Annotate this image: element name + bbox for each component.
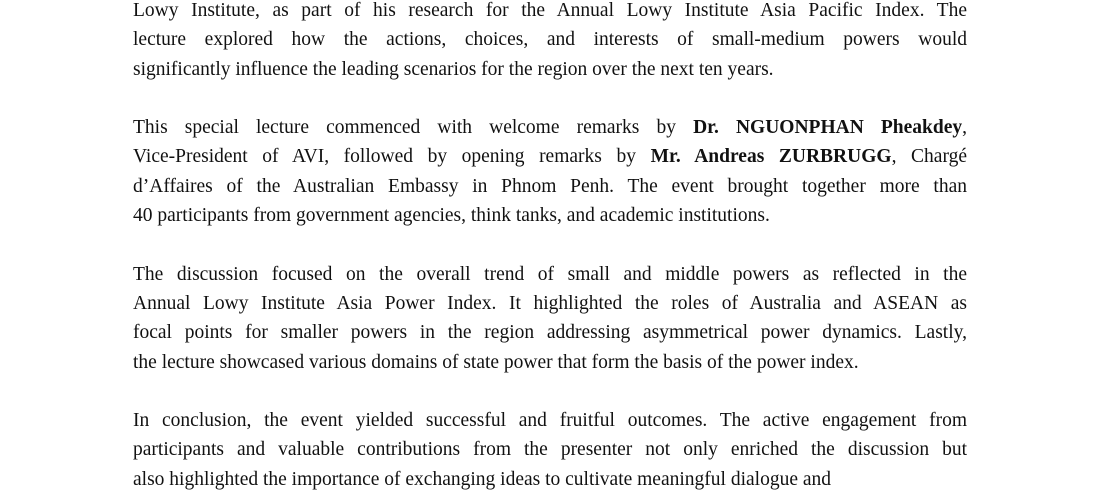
text-line	[133, 289, 967, 318]
text-segment: also highlighted the importance of exchanging ideas to cultivate meaningful dialogue and	[133, 468, 832, 490]
text-line	[133, 142, 967, 171]
text-segment: In conclusion, the event yielded successful and fruitful outcomes. The active engagement from	[133, 410, 967, 432]
text-line	[133, 201, 967, 230]
text-segment: Annual Lowy Institute Asia Power Index. It highlighted the roles of Australia and ASEAN as	[133, 292, 967, 314]
text-line	[133, 55, 967, 84]
paragraph-3	[133, 260, 967, 377]
text-line	[133, 113, 967, 142]
paragraph-2	[133, 113, 967, 230]
text-segment: The discussion focused on the overall trend of small and middle powers as reflected in the	[133, 263, 967, 285]
text-line	[133, 318, 967, 347]
text-line	[133, 172, 967, 201]
text-segment: Lowy Institute, as part of his research for the Annual Lowy Institute Asia Pacific Index. The	[133, 0, 967, 21]
text-segment: lecture explored how the actions, choices, and interests of small-medium powers would	[133, 29, 967, 51]
text-segment: , Chargé	[891, 146, 967, 168]
text-segment: significantly influence the leading scenarios for the region over the next ten years.	[133, 58, 774, 80]
text-line	[133, 0, 967, 25]
text-segment: This special lecture commenced with welcome remarks by	[133, 117, 694, 139]
document-body	[133, 0, 967, 490]
paragraph-4	[133, 406, 967, 490]
text-line	[133, 348, 967, 377]
text-line	[133, 260, 967, 289]
text-segment: d’Affaires of the Australian Embassy in Phnom Penh. The event brought together more than	[133, 175, 967, 197]
text-segment: the lecture showcased various domains of state power that form the basis of the power index.	[133, 351, 859, 373]
text-segment: 40 participants from government agencies, think tanks, and academic institutions.	[133, 205, 770, 227]
text-segment: Vice-President of AVI, followed by opening remarks by	[133, 146, 651, 168]
text-line	[133, 406, 967, 435]
text-segment: participants and valuable contributions from the presenter not only enriched the discussion but	[133, 439, 967, 461]
paragraph-1	[133, 0, 967, 84]
bold-name: Dr. NGUONPHAN Pheakdey	[693, 117, 963, 139]
bold-name: Mr. Andreas ZURBRUGG	[650, 146, 892, 168]
text-segment: focal points for smaller powers in the region addressing asymmetrical power dynamics. Lastly,	[133, 322, 967, 344]
text-line	[133, 435, 967, 464]
text-line	[133, 465, 967, 490]
text-line	[133, 25, 967, 54]
text-segment: ,	[962, 117, 968, 139]
